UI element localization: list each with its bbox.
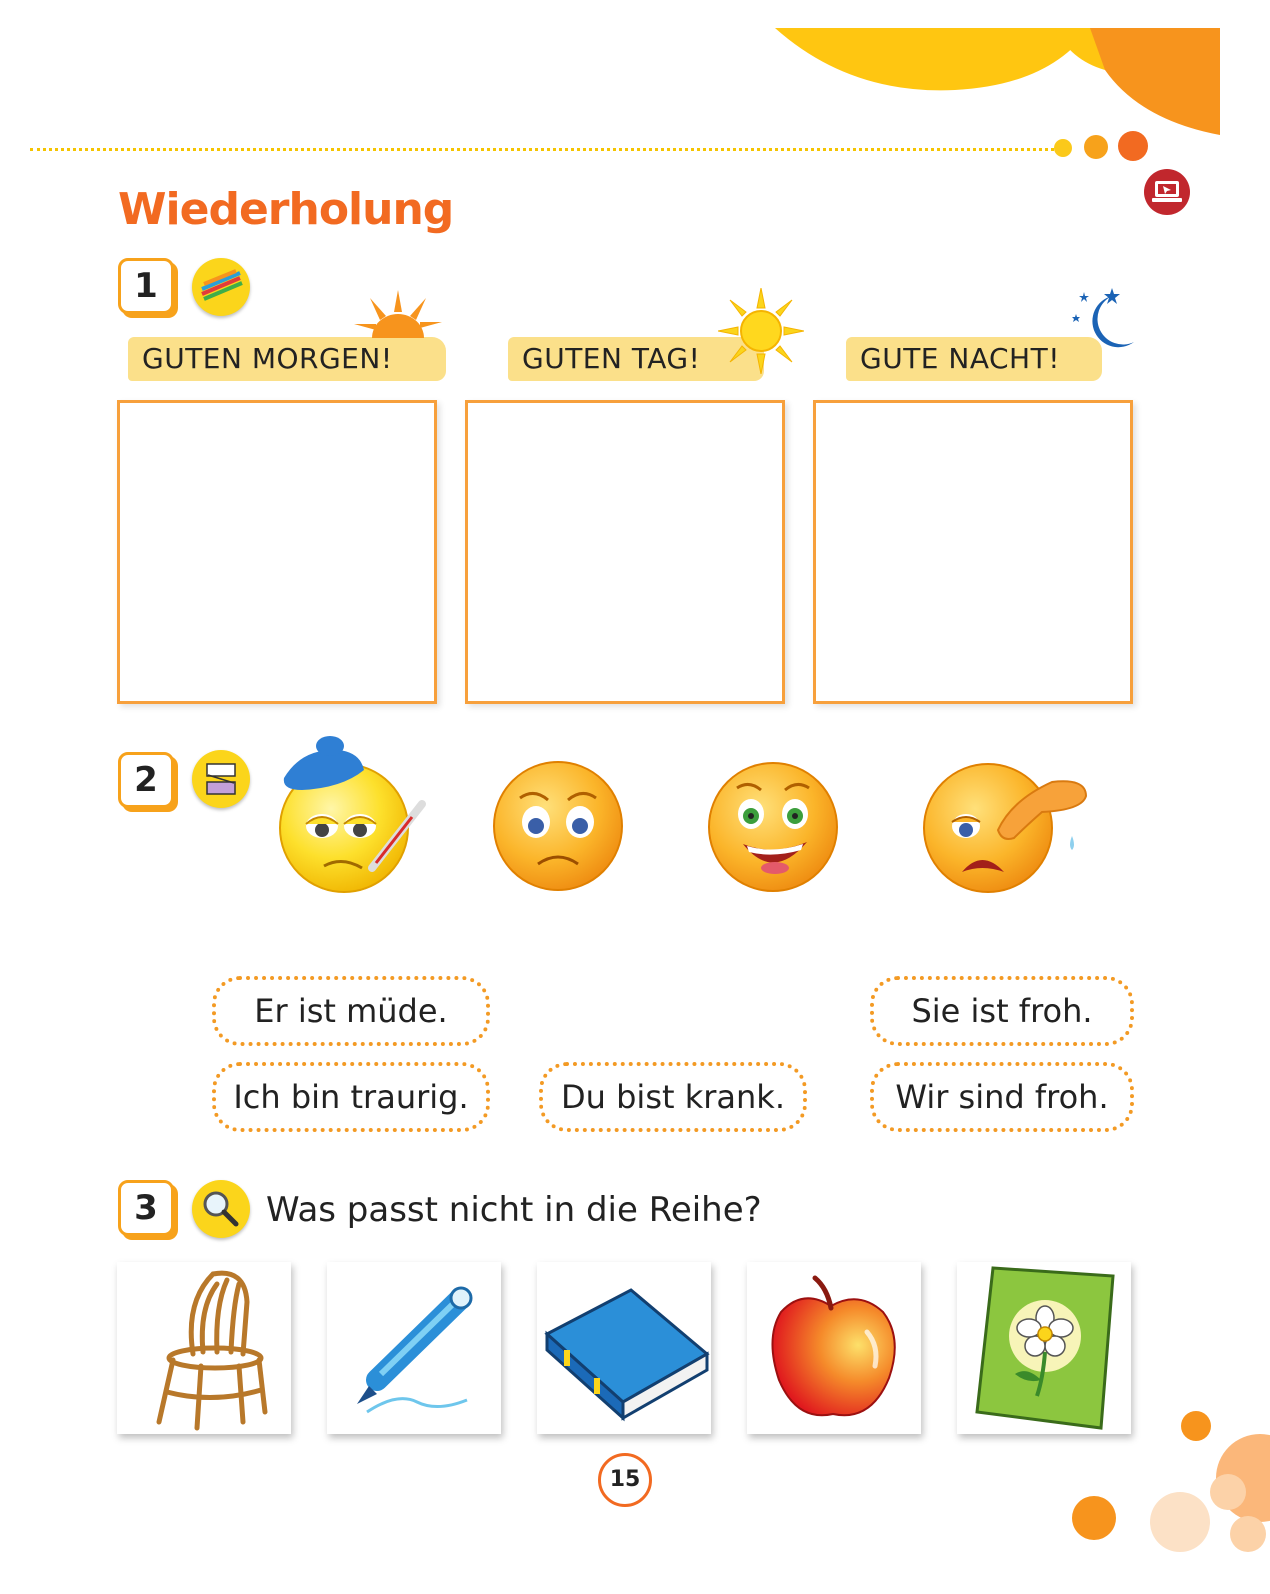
sentence-pill[interactable]: Sie ist froh. [870, 976, 1134, 1046]
sentence-pill[interactable]: Du bist krank. [539, 1062, 807, 1132]
page-number: 15 [598, 1453, 652, 1507]
page-title: Wiederholung [118, 184, 454, 235]
sentence-pill[interactable]: Er ist müde. [212, 976, 490, 1046]
sun-icon [718, 288, 804, 374]
exercise-number-1: 1 [118, 258, 174, 314]
sentence-pill[interactable]: Wir sind froh. [870, 1062, 1134, 1132]
item-card-chair[interactable] [117, 1262, 291, 1434]
greeting-label: GUTEN TAG! [522, 342, 701, 375]
drawing-box-day[interactable] [465, 400, 785, 704]
apple-icon [747, 1262, 921, 1434]
top-decoration [760, 0, 1270, 150]
sad-face-icon [490, 758, 626, 894]
drawing-box-morning[interactable] [117, 400, 437, 704]
sentence-pill[interactable]: Ich bin traurig. [212, 1062, 490, 1132]
greeting-label: GUTEN MORGEN! [142, 342, 393, 375]
item-card-apple[interactable] [747, 1262, 921, 1434]
item-card-book[interactable] [537, 1262, 711, 1434]
moon-stars-icon [1068, 284, 1140, 356]
greeting-label: GUTE NACHT! [860, 342, 1060, 375]
tired-face-icon [922, 760, 1092, 900]
dotted-divider [30, 148, 1060, 151]
greeting-banner-night [846, 337, 1102, 381]
magnifier-icon [192, 1180, 250, 1238]
pen-icon [327, 1262, 501, 1434]
rising-sun-icon [352, 288, 444, 344]
drawing-box-night[interactable] [813, 400, 1133, 704]
book-icon [537, 1262, 711, 1434]
dots-decoration [1050, 128, 1160, 168]
sick-face-icon [272, 728, 432, 898]
bottom-decoration [1060, 1400, 1270, 1594]
computer-icon[interactable] [1142, 167, 1192, 217]
happy-face-icon [703, 760, 843, 894]
exercise-number-3: 3 [118, 1180, 174, 1236]
item-card-pen[interactable] [327, 1262, 501, 1434]
exercise-number-2: 2 [118, 752, 174, 808]
chair-icon [117, 1262, 291, 1434]
match-cards-icon [192, 750, 250, 808]
colored-pencils-icon [192, 258, 250, 316]
exercise-question: Was passt nicht in die Reihe? [266, 1190, 762, 1230]
